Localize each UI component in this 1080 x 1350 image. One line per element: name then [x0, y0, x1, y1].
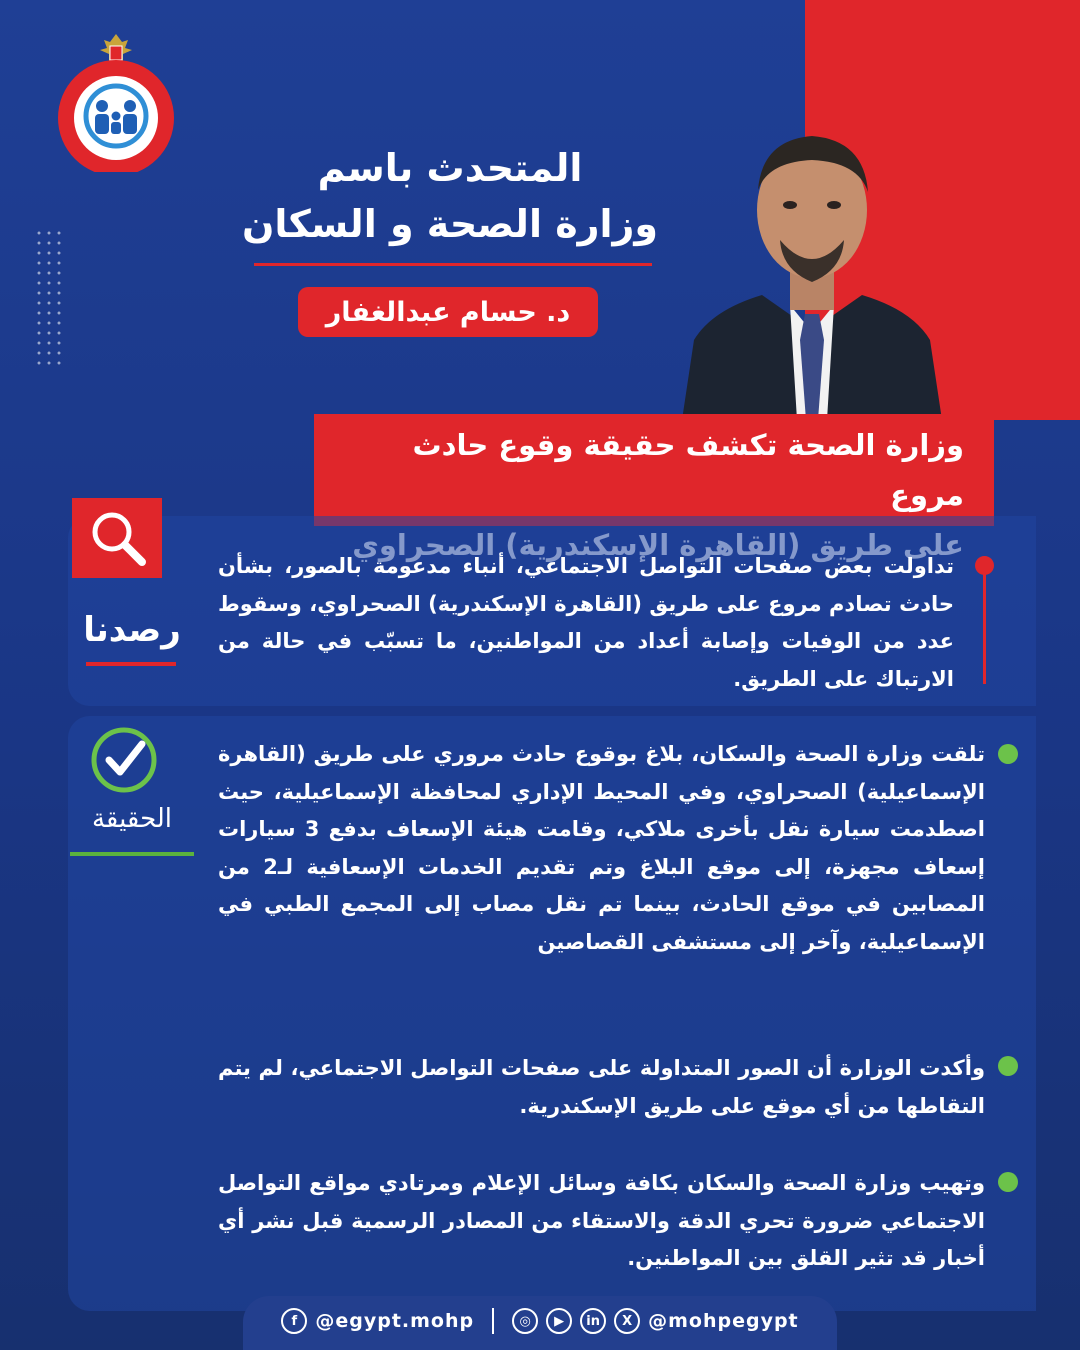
rumor-label: رصدنا [83, 610, 181, 650]
x-icon[interactable]: X [614, 1308, 640, 1334]
fact-bullet-2 [998, 1056, 1018, 1076]
search-icon [72, 498, 162, 578]
title-line-2: وزارة الصحة و السكان [241, 202, 659, 246]
decorative-dot-grid [34, 228, 64, 368]
title-divider [254, 263, 652, 266]
footer-separator [492, 1308, 494, 1334]
social-footer [243, 1306, 837, 1336]
facebook-handle[interactable]: @egypt.mohp [315, 1310, 475, 1332]
youtube-icon[interactable]: ▶ [546, 1308, 572, 1334]
speaker-name-badge [298, 287, 598, 337]
rumor-text: تداولت بعض صفحات التواصل الاجتماعي، أنباء مدعومة بالصور، بشأن حادث تصادم مروع على طريق (القاهرة الإسكندرية) الصحراوي، وسقوط عدد من الوفيات وإصابة أعداد من المواطنين، ما تسبّب في حالة من الارتباك على الطريق. [218, 554, 954, 691]
fact-paragraph-1: تلقت وزارة الصحة والسكان، بلاغ بوقوع حادث مروري على طريق (القاهرة الإسماعيلية) الصحراوي، وفي المحيط الإداري لمحافظة الإسماعيلية، حيث اصطدمت سيارة نقل بأخرى ملاكي، وقامت هيئة الإسعاف بدفع 3 سيارات إسعاف مجهزة، إلى موقع البلاغ وتم تقديم الخدمات الإسعافية لـ2 من المصابين في موقع الحادث، بينما تم نقل مصاب إلى المجمع الطبي في الإسماعيلية، وآخر إلى مستشفى القصاصين [218, 742, 986, 954]
linkedin-icon[interactable]: in [580, 1308, 606, 1334]
ministry-logo [52, 32, 180, 172]
rumor-label-underline [86, 662, 176, 666]
fact-bullet-1 [998, 744, 1018, 764]
fact-paragraph-2: وأكدت الوزارة أن الصور المتداولة على صفحات التواصل الاجتماعي، لم يتم التقاطها من أي موقع على طريق الإسكندرية. [218, 1056, 985, 1118]
speaker-name: د. حسام عبدالغفار [325, 296, 571, 328]
fact-label-underline [70, 852, 194, 856]
fact-label: الحقيقة [91, 804, 173, 834]
rumor-badge [72, 498, 162, 578]
page-title [200, 140, 700, 252]
fact-bullet-3 [998, 1172, 1018, 1192]
instagram-icon[interactable]: ◎ [512, 1308, 538, 1334]
eagle-emblem-icon [100, 34, 132, 62]
fact-paragraph-3: وتهيب وزارة الصحة والسكان بكافة وسائل الإعلام ومرتادي مواقع التواصل الاجتماعي ضرورة تحري الدقة والاستقاء من المصادر الرسمية قبل نشر أي أخبار قد تثير القلق بين المواطنين. [218, 1171, 985, 1270]
checkmark-icon [90, 726, 158, 794]
speaker-photo [672, 100, 952, 420]
facebook-icon[interactable]: f [281, 1308, 307, 1334]
title-line-1: المتحدث باسم [317, 146, 583, 190]
social-handle[interactable]: @mohpegypt [648, 1310, 799, 1332]
headline-line-1: وزارة الصحة تكشف حقيقة وقوع حادث مروع [412, 428, 964, 512]
rumor-bullet-line [983, 566, 986, 684]
headline-box [314, 414, 994, 526]
